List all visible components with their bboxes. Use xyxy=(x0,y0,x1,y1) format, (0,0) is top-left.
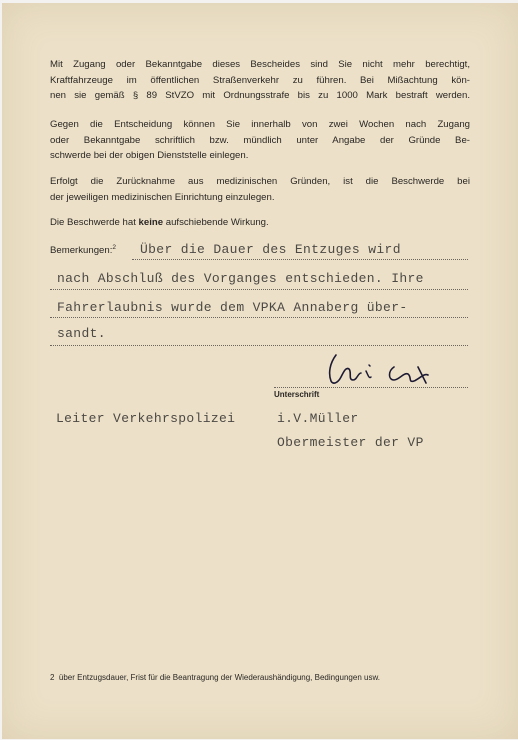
paragraph-line: oder Bekanntgabe schriftlich bzw. mündlich unter Angabe der Gründe Be- xyxy=(50,134,470,146)
footnote xyxy=(50,673,380,682)
paragraph-line: Erfolgt die Zurücknahme aus medizinischen Gründen, ist die Beschwerde bei xyxy=(50,176,470,187)
remarks-typed-line: nach Abschluß des Vorganges entschieden. Ihre xyxy=(57,271,424,286)
signature-rule xyxy=(274,387,468,388)
paragraph-line: Kraftfahrzeuge im öffentlichen Straßenverkehr zu führen. Bei Mißachtung kön- xyxy=(50,74,470,86)
paragraph-medical-withdrawal xyxy=(50,174,470,205)
remarks-rule xyxy=(50,345,468,346)
emphasis-keine: keine xyxy=(138,217,164,228)
remarks-label: Bemerkungen:$^2$ xyxy=(50,244,117,257)
footnote-mark: 2 xyxy=(112,244,117,251)
paragraph-appeal-right xyxy=(50,117,470,164)
paragraph-license-revocation xyxy=(50,57,470,104)
handwritten-signature xyxy=(322,347,442,389)
signatory-rank: Obermeister der VP xyxy=(277,435,424,450)
paragraph-line: Gegen die Entscheidung können Sie innerhalb von zwei Wochen nach Zugang xyxy=(50,119,470,130)
signature-label: Unterschrift xyxy=(274,390,320,399)
remarks-rule xyxy=(132,259,468,260)
paragraph-line: nen sie gemäß § 89 StVZO mit Ordnungsstrafe bis zu 1000 Mark bestraft werden. xyxy=(50,90,470,101)
remarks-typed-line: Über die Dauer des Entzuges wird xyxy=(140,242,401,257)
paragraph-line: Mit Zugang oder Bekanntgabe dieses Bescheides sind Sie nicht mehr berechtigt, xyxy=(50,59,470,70)
signatory-name: i.V.Müller xyxy=(277,411,359,426)
remarks-typed-line: sandt. xyxy=(57,326,106,341)
remarks-rule xyxy=(50,289,468,290)
signatory-department: Leiter Verkehrspolizei xyxy=(56,411,236,426)
footnote-number: 2 xyxy=(50,673,55,682)
no-suspensive-effect-note: Die Beschwerde hat keine aufschiebende Wirkung. xyxy=(50,217,269,228)
remarks-typed-line: Fahrerlaubnis wurde dem VPKA Annaberg über- xyxy=(57,300,408,315)
paragraph-line: der jeweiligen medizinischen Einrichtung einzulegen. xyxy=(50,191,275,203)
paragraph-line: schwerde bei der obigen Dienststelle einlegen. xyxy=(50,150,249,161)
footnote-text: über Entzugsdauer, Frist für die Beantragung der Wiederaushändigung, Bedingungen usw. xyxy=(58,673,381,682)
document-page xyxy=(2,3,518,739)
remarks-rule xyxy=(50,317,468,318)
